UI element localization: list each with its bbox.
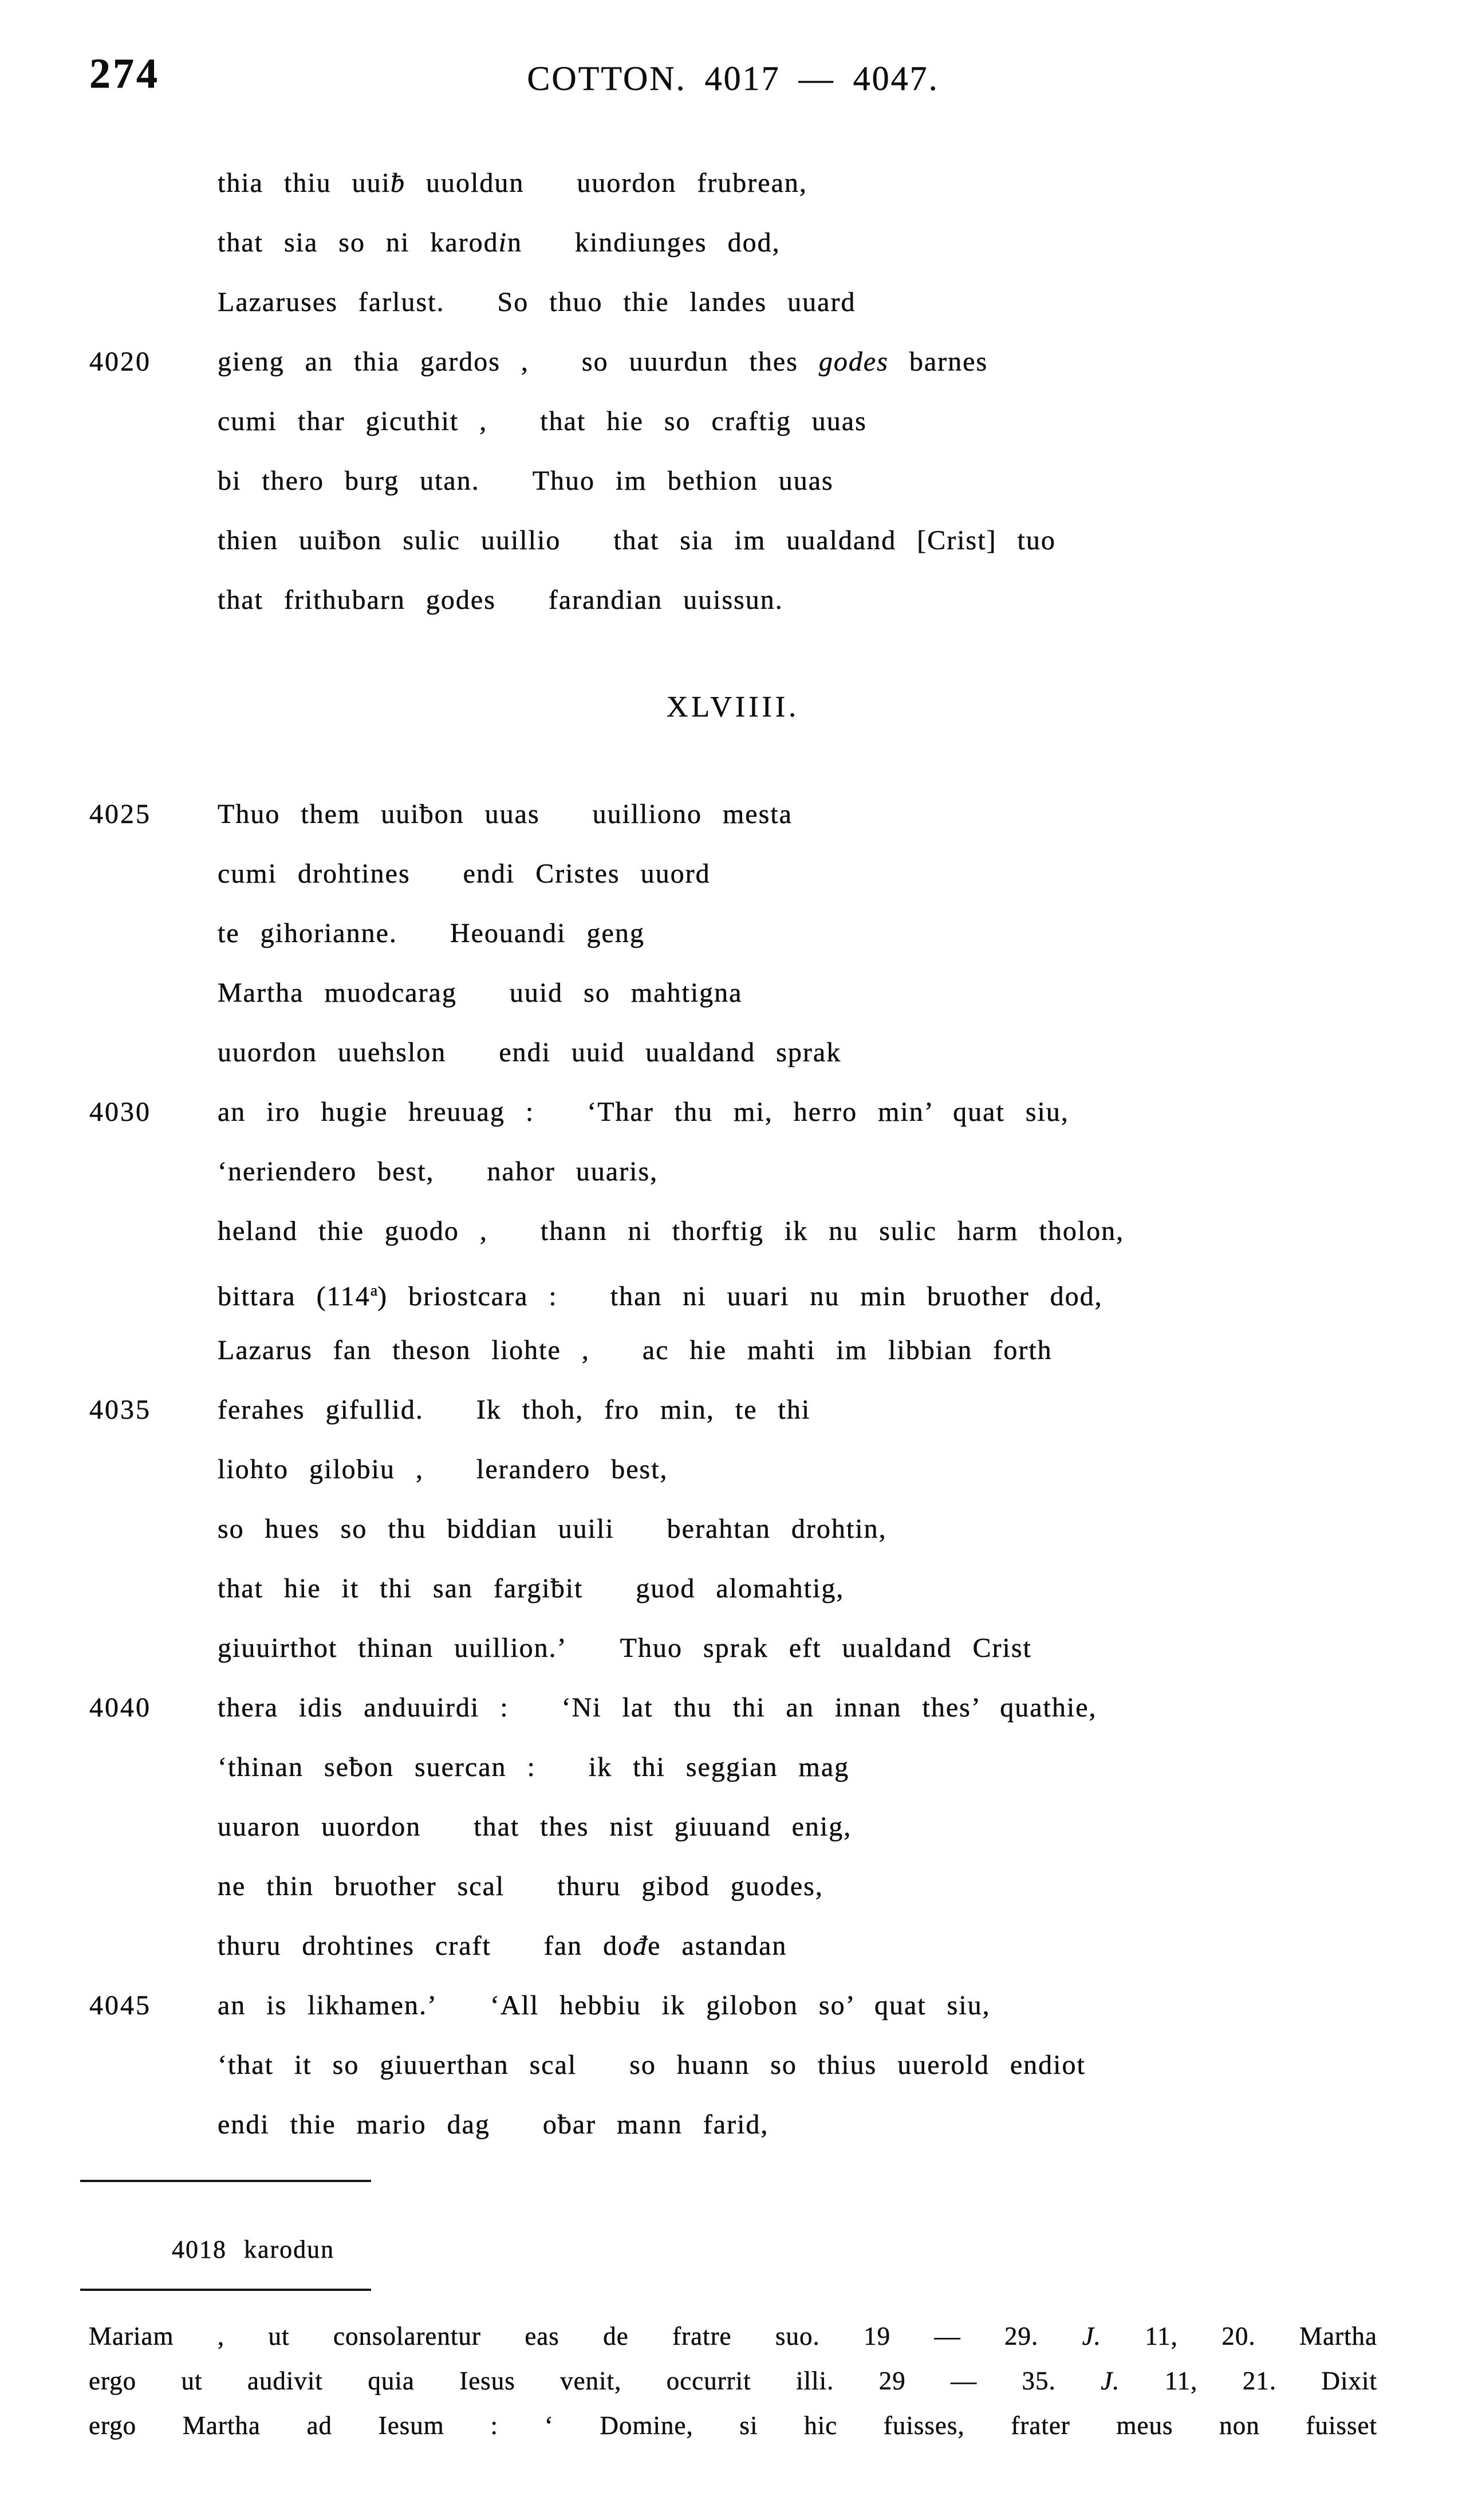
b-verse: So thuo thie landes uuard — [497, 287, 856, 317]
b-verse: thuru gibod guodes, — [557, 1871, 823, 1901]
a-verse: cumi drohtines — [218, 859, 411, 889]
verse-text — [218, 570, 783, 630]
a-verse: that sia so ni karodin — [218, 227, 522, 258]
footnote-variant-reading: karodun — [244, 2235, 335, 2263]
b-verse: endi uuid uualdand sprak — [499, 1037, 842, 1068]
b-verse: Thuo im bethion uuas — [532, 466, 834, 496]
footnote-divider-rule — [80, 2180, 371, 2182]
verse-text — [218, 1023, 841, 1082]
a-verse: ‘thinan seƀon suercan : — [218, 1752, 536, 1782]
footnote-line — [172, 2231, 334, 2268]
b-verse: Thuo sprak eft uualdand Crist — [620, 1633, 1032, 1663]
a-verse: that hie it thi san fargiƀit — [218, 1573, 584, 1604]
a-verse: bittara (114$^a$) briostcara : — [218, 1281, 558, 1312]
b-verse: that sia im uualdand [Crist] tuo — [613, 525, 1056, 556]
verse-text — [218, 1261, 1103, 1326]
apparatus-line: ergo Martha ad Iesum : ‘ Domine, si hic fuisses, frater meus non fuisset — [89, 2411, 1377, 2440]
verse-line — [0, 2035, 1466, 2095]
verse-line — [0, 1678, 1466, 1738]
verse-line — [0, 1738, 1466, 1797]
b-verse: kindiunges dod, — [574, 227, 781, 258]
verse-text — [218, 332, 988, 392]
line-number: 4020 — [89, 346, 151, 377]
verse-text — [218, 1738, 849, 1797]
verse-line — [0, 1261, 1466, 1321]
b-verse: that hie so craftig uuas — [540, 406, 867, 436]
line-number: 4040 — [89, 1692, 151, 1723]
a-verse: Martha muodcarag — [218, 978, 457, 1008]
a-verse: ne thin bruother scal — [218, 1871, 505, 1901]
verse-line — [0, 1321, 1466, 1380]
a-verse: te gihorianne. — [218, 918, 397, 948]
b-verse: so uuurdun thes godes barnes — [581, 346, 988, 377]
footnote-line-ref: 4018 — [172, 2235, 227, 2263]
a-verse: an iro hugie hreuuag : — [218, 1097, 535, 1127]
line-number: 4045 — [89, 1990, 151, 2021]
b-verse: than ni uuari nu min bruother dod, — [610, 1281, 1103, 1312]
line-number: 4025 — [89, 799, 151, 829]
verse-line — [0, 844, 1466, 904]
a-verse: ‘neriendero best, — [218, 1156, 435, 1187]
verse-text — [218, 273, 856, 332]
verse-line — [0, 451, 1466, 511]
verse-text — [218, 451, 834, 511]
b-verse: ‘All hebbiu ik gilobon so’ quat siu, — [490, 1990, 991, 2021]
verse-line — [0, 1797, 1466, 1857]
a-verse: bi thero burg utan. — [218, 466, 480, 496]
verse-text — [218, 1857, 823, 1916]
apparatus-line: Mariam , ut consolarentur eas de fratre suo. 19 — 29. J. 11, 20. Martha — [89, 2322, 1377, 2350]
b-verse: Heouandi geng — [450, 918, 645, 948]
b-verse: ‘Thar thu mi, herro min’ quat siu, — [587, 1097, 1069, 1127]
b-verse: guod alomahtig, — [636, 1573, 845, 1604]
poem-text — [0, 153, 1466, 2155]
verse-text — [218, 2095, 769, 2155]
a-verse: ‘that it so giuuerthan scal — [218, 2050, 577, 2080]
verse-text — [218, 153, 807, 213]
verse-line — [0, 153, 1466, 213]
verse-line — [0, 332, 1466, 392]
verse-line — [0, 392, 1466, 451]
b-verse: oƀar mann farid, — [542, 2109, 769, 2140]
verse-text — [218, 1440, 668, 1499]
a-verse: thuru drohtines craft — [218, 1931, 491, 1961]
a-verse: so hues so thu biddian uuili — [218, 1514, 614, 1544]
verse-line — [0, 1916, 1466, 1976]
verse-text — [218, 1380, 810, 1440]
b-verse: Ik thoh, fro min, te thi — [476, 1395, 811, 1425]
a-verse: an is likhamen.’ — [218, 1990, 438, 2021]
b-verse: lerandero best, — [476, 1454, 668, 1485]
verse-text — [218, 1916, 787, 1976]
verse-text — [218, 1499, 887, 1559]
verse-line — [0, 273, 1466, 332]
line-number: 4035 — [89, 1395, 151, 1425]
a-verse: Thuo them uuiƀon uuas — [218, 799, 540, 829]
a-verse: cumi thar gicuthit , — [218, 406, 488, 436]
verse-text — [218, 1619, 1032, 1678]
a-verse: heland thie guodo , — [218, 1216, 488, 1246]
section-heading: XLVIIII. — [666, 691, 800, 723]
verse-text — [218, 1797, 852, 1857]
verse-text — [218, 1559, 844, 1619]
verse-text — [218, 1082, 1069, 1142]
b-verse: berahtan drohtin, — [667, 1514, 887, 1544]
verse-line — [0, 1380, 1466, 1440]
b-verse: that thes nist giuuand enig, — [474, 1812, 852, 1842]
b-verse: ik thi seggian mag — [588, 1752, 850, 1782]
verse-line — [0, 213, 1466, 273]
a-verse: thera idis anduuirdi : — [218, 1692, 509, 1723]
b-verse: uuilliono mesta — [592, 799, 793, 829]
b-verse: endi Cristes uuord — [463, 859, 711, 889]
verse-line — [0, 1499, 1466, 1559]
line-number: 4030 — [89, 1097, 151, 1127]
b-verse: uuordon frubrean, — [577, 168, 807, 198]
verse-text — [218, 511, 1056, 570]
verse-text — [218, 1321, 1053, 1380]
verse-text — [218, 213, 781, 273]
verse-text — [218, 785, 793, 844]
a-verse: thien uuiƀon sulic uuillio — [218, 525, 561, 556]
b-verse: ac hie mahti im libbian forth — [642, 1335, 1053, 1365]
a-verse: that frithubarn godes — [218, 585, 496, 615]
verse-text — [218, 2035, 1086, 2095]
verse-line — [0, 1023, 1466, 1082]
verse-line — [0, 963, 1466, 1023]
verse-text — [218, 1976, 991, 2035]
verse-line — [0, 1857, 1466, 1916]
verse-line — [0, 1619, 1466, 1678]
verse-text — [218, 1202, 1124, 1261]
b-verse: thann ni thorftig ik nu sulic harm tholon, — [540, 1216, 1125, 1246]
verse-line — [0, 1976, 1466, 2035]
a-verse: giuuirthot thinan uuillion.’ — [218, 1633, 568, 1663]
verse-line — [0, 570, 1466, 630]
verse-line — [0, 2095, 1466, 2155]
b-verse: uuid so mahtigna — [509, 978, 743, 1008]
a-verse: endi thie mario dag — [218, 2109, 490, 2140]
a-verse: Lazaruses farlust. — [218, 287, 445, 317]
verse-line — [0, 1440, 1466, 1499]
verse-text — [218, 844, 711, 904]
a-verse: Lazarus fan theson liohte , — [218, 1335, 590, 1365]
verse-text — [218, 1678, 1097, 1738]
apparatus-line: ergo ut audivit quia Iesus venit, occurrit illi. 29 — 35. J. 11, 21. Dixit — [89, 2367, 1377, 2395]
b-verse: so huann so thius uuerold endiot — [629, 2050, 1086, 2080]
verse-text — [218, 963, 742, 1023]
verse-text — [218, 392, 867, 451]
verse-line — [0, 1142, 1466, 1202]
a-verse: gieng an thia gardos , — [218, 346, 529, 377]
verse-line — [0, 511, 1466, 570]
verse-line — [0, 1082, 1466, 1142]
running-title: COTTON. 4017 — 4047. — [527, 60, 939, 97]
a-verse: thia thiu uuiƀ uuoldun — [218, 168, 525, 198]
verse-text — [218, 1142, 658, 1202]
verse-text — [218, 904, 645, 963]
page-number: 274 — [89, 50, 160, 97]
verse-line — [0, 1559, 1466, 1619]
a-verse: uuaron uuordon — [218, 1812, 421, 1842]
apparatus-divider-rule — [80, 2289, 371, 2291]
a-verse: ferahes gifullid. — [218, 1395, 424, 1425]
verse-line — [0, 785, 1466, 844]
verse-line — [0, 1202, 1466, 1261]
b-verse: fan dođe astandan — [543, 1931, 787, 1961]
b-verse: ‘Ni lat thu thi an innan thes’ quathie, — [561, 1692, 1097, 1723]
b-verse: farandian uuissun. — [548, 585, 783, 615]
a-verse: uuordon uuehslon — [218, 1037, 447, 1068]
apparatus-block — [89, 2314, 1377, 2448]
verse-line — [0, 904, 1466, 963]
b-verse: nahor uuaris, — [487, 1156, 659, 1187]
a-verse: liohto gilobiu , — [218, 1454, 424, 1485]
